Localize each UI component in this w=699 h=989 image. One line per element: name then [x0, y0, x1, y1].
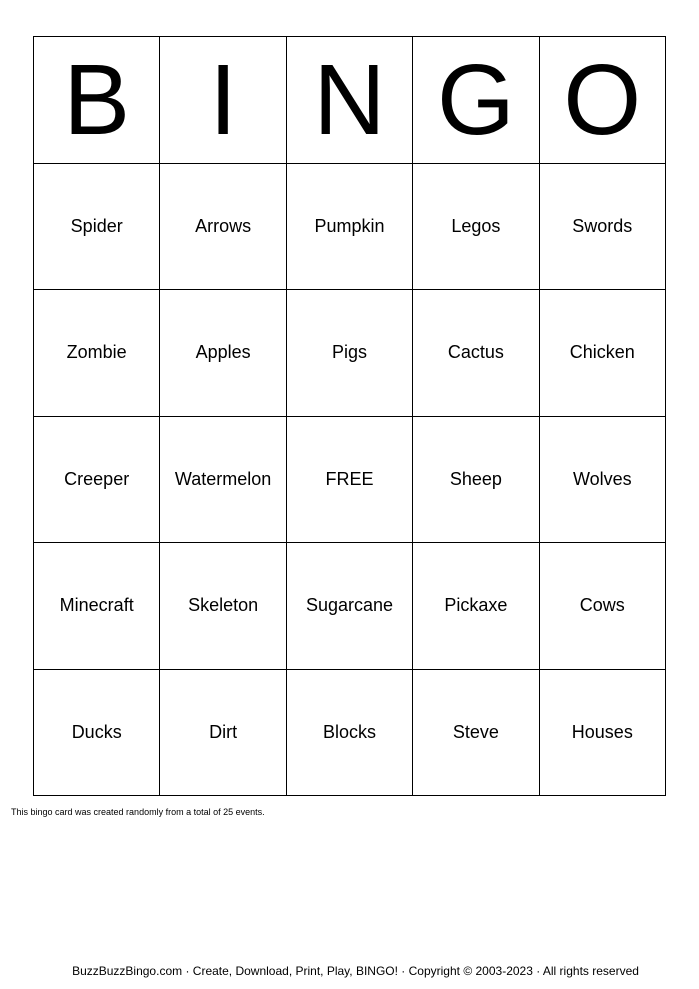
card-footnote: This bingo card was created randomly from a total of 25 events.	[11, 807, 265, 817]
bingo-cell: Cactus	[413, 290, 539, 417]
bingo-cell: Wolves	[540, 417, 666, 544]
bingo-cell: Houses	[540, 670, 666, 797]
bingo-cell: Blocks	[287, 670, 413, 797]
header-letter-o: O	[540, 37, 666, 164]
site-footer: BuzzBuzzBingo.com · Create, Download, Print, Play, BINGO! · Copyright © 2003-2023 · All rights reserved	[72, 964, 639, 978]
bingo-cell: Spider	[34, 164, 160, 291]
header-letter-b: B	[34, 37, 160, 164]
bingo-cell: Cows	[540, 543, 666, 670]
bingo-cell: Creeper	[34, 417, 160, 544]
bingo-cell: Dirt	[160, 670, 286, 797]
header-letter-i: I	[160, 37, 286, 164]
header-letter-n: N	[287, 37, 413, 164]
bingo-card	[33, 36, 666, 796]
header-letter-g: G	[413, 37, 539, 164]
bingo-cell: Sugarcane	[287, 543, 413, 670]
bingo-cell: Steve	[413, 670, 539, 797]
bingo-cell: Chicken	[540, 290, 666, 417]
bingo-cell: Swords	[540, 164, 666, 291]
bingo-cell: Skeleton	[160, 543, 286, 670]
bingo-cell: Ducks	[34, 670, 160, 797]
bingo-cell: Pumpkin	[287, 164, 413, 291]
bingo-cell: Sheep	[413, 417, 539, 544]
bingo-cell: Apples	[160, 290, 286, 417]
bingo-cell: Pickaxe	[413, 543, 539, 670]
bingo-cell: Zombie	[34, 290, 160, 417]
bingo-cell: Minecraft	[34, 543, 160, 670]
bingo-cell: Legos	[413, 164, 539, 291]
bingo-cell: Arrows	[160, 164, 286, 291]
bingo-cell: Pigs	[287, 290, 413, 417]
bingo-cell: Watermelon	[160, 417, 286, 544]
bingo-free-cell: FREE	[287, 417, 413, 544]
